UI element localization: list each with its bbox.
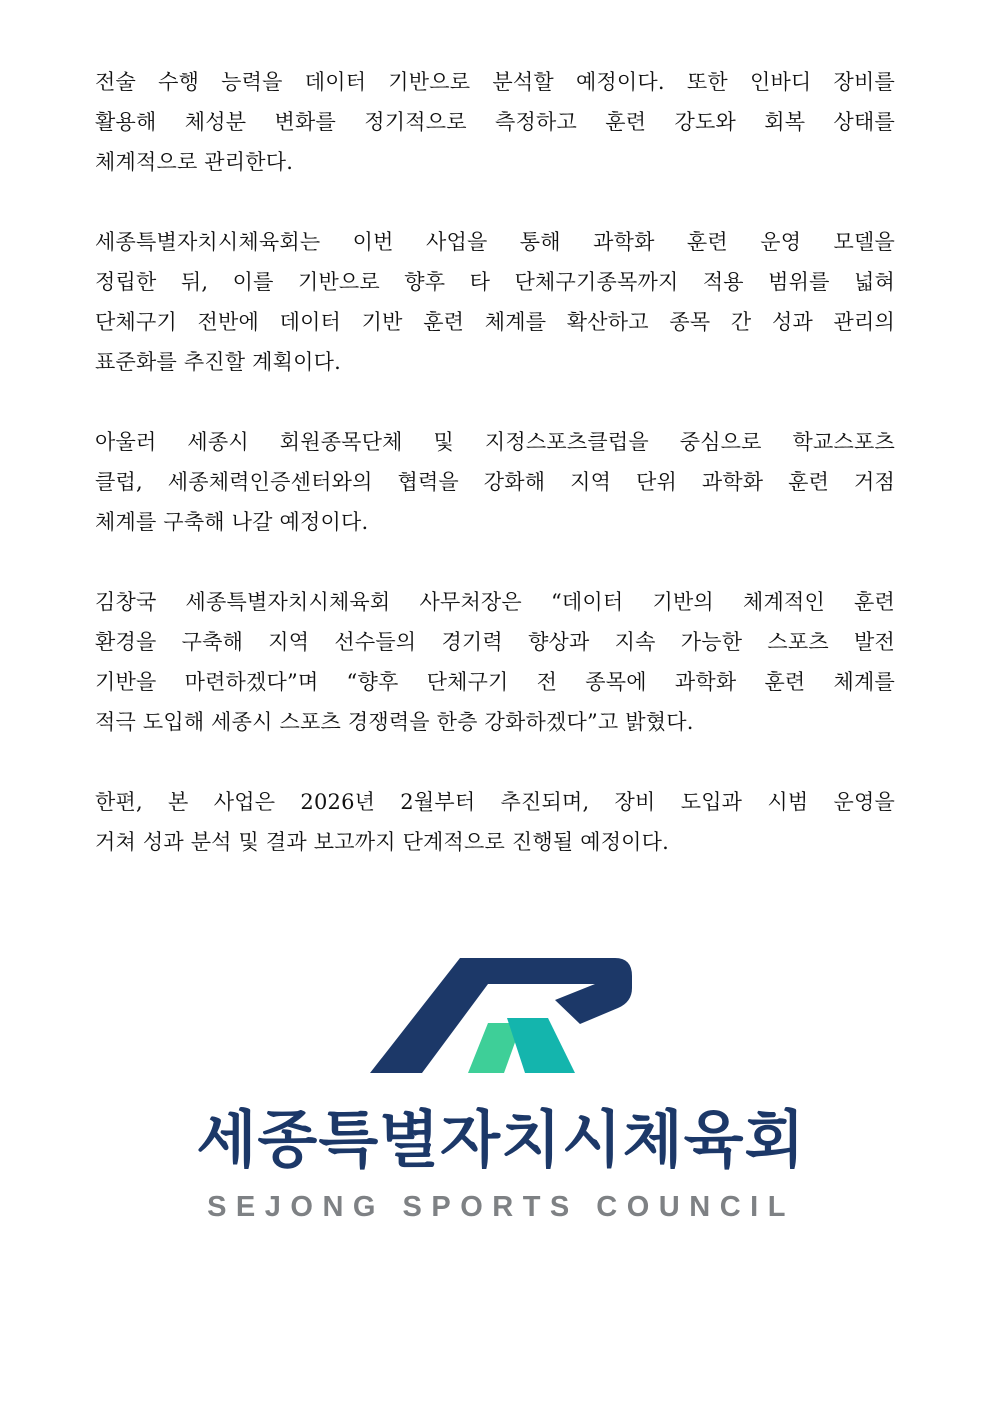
paragraph-expansion-plan [95,222,895,382]
paragraph-quote [95,582,895,742]
text-line: 거쳐 성과 분석 및 결과 보고까지 단계적으로 진행될 예정이다. [95,830,670,854]
logo-name-english: SEJONG SPORTS COUNCIL [207,1191,795,1223]
text-line: 클럽, 세종체력인증센터와의 협력을 강화해 지역 단위 과학화 훈련 거점 [95,470,895,494]
text-line: 세종특별자치시체육회는 이번 사업을 통해 과학화 훈련 운영 모델을 [95,230,895,254]
text-line: 기반을 마련하겠다”며 “향후 단체구기 전 종목에 과학화 훈련 체계를 [95,670,895,694]
text-line: 아울러 세종시 회원종목단체 및 지정스포츠클럽을 중심으로 학교스포츠 [95,430,895,454]
paragraph-schedule [95,782,895,862]
sejong-sports-council-logo [0,945,992,1235]
text-line: 활용해 체성분 변화를 정기적으로 측정하고 훈련 강도와 회복 상태를 [95,110,895,134]
text-line: 체계를 구축해 나갈 예정이다. [95,510,369,534]
text-line: 환경을 구축해 지역 선수들의 경기력 향상과 지속 가능한 스포츠 발전 [95,630,895,654]
text-line: 체계적으로 관리한다. [95,150,294,174]
text-line: 정립한 뒤, 이를 기반으로 향후 타 단체구기종목까지 적용 범위를 넓혀 [95,270,895,294]
r-emblem-icon [370,950,635,1075]
paragraph-analysis-plan [95,62,895,182]
logo-name-korean: 세종특별자치시체육회 [196,1103,806,1176]
text-line: 단체구기 전반에 데이터 기반 훈련 체계를 확산하고 종목 간 성과 관리의 [95,310,895,334]
emblem-teal-stripe [507,1018,575,1073]
text-line: 표준화를 추진할 계획이다. [95,350,341,374]
text-line: 김창국 세종특별자치시체육회 사무처장은 “데이터 기반의 체계적인 훈련 [95,590,895,614]
paragraph-cooperation [95,422,895,542]
text-line: 전술 수행 능력을 데이터 기반으로 분석할 예정이다. 또한 인바디 장비를 [95,70,895,94]
text-line: 적극 도입해 세종시 스포츠 경쟁력을 한층 강화하겠다”고 밝혔다. [95,710,694,734]
article-body [95,62,895,902]
text-line: 한편, 본 사업은 2026년 2월부터 추진되며, 장비 도입과 시범 운영을 [95,790,895,814]
